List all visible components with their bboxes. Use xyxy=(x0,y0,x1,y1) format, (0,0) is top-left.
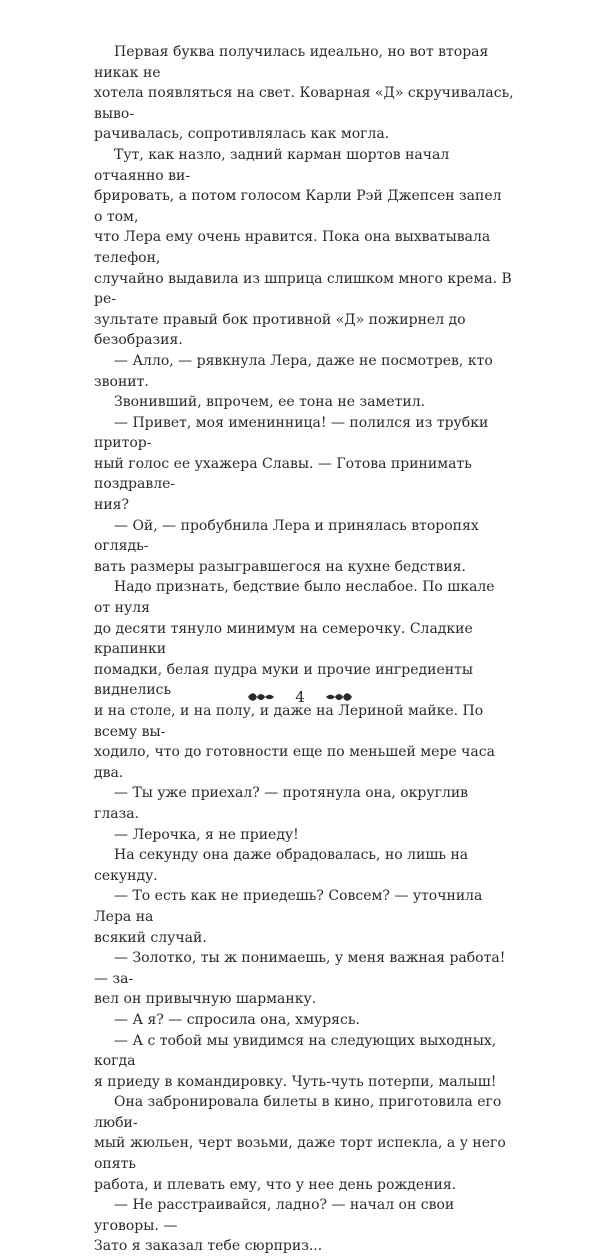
floral-ornament-left-icon xyxy=(246,691,276,703)
paragraph: Надо признать, бедствие было неслабое. По шкале от нуля до десяти тянуло минимум на семерочку. Сладкие крапинки помадки, белая пудра муки и прочие ингредиенты виднелись и на столе, и на полу, и даже на Лериной майке. По всему вы- ходило, что до готовности еще по меньшей мере часа два. xyxy=(94,579,495,781)
paragraph: Тут, как назло, задний карман шортов начал отчаянно ви- брировать, а потом голосом Карли Рэй Джепсен запел о том, что Лера ему очень нравится. Пока она выхватывала телефон, случайно выдавила из шприца слишком много крема. В ре- зультате правый бок противной «Д» пожирнел до безобразия. xyxy=(94,146,512,349)
paragraph: Звонивший, впрочем, ее тона не заметил. xyxy=(114,394,426,411)
paragraph: — То есть как не приедешь? Совсем? — уточнила Лера на всякий случай. xyxy=(94,888,483,946)
floral-ornament-right-icon xyxy=(324,691,354,703)
page-body-text xyxy=(94,42,514,1257)
paragraph: Она забронировала билеты в кино, приготовила его люби- мый жюльен, черт возьми, даже торт испекла, а у него опять работа, и плевать ему, что у нее день рождения. xyxy=(94,1094,506,1193)
paragraph: — Ой, — пробубнила Лера и принялась второпях оглядь- вать размеры разыгравшегося на кухне бедствия. xyxy=(94,517,479,575)
page-number: 4 xyxy=(295,688,305,706)
paragraph: — Привет, моя именинница! — полился из трубки притор- ный голос ее ухажера Славы. — Готова принимать поздравле- ния? xyxy=(94,414,489,514)
paragraph: — Ты уже приехал? — протянула она, округлив глаза. xyxy=(94,785,469,822)
page-footer xyxy=(0,686,600,708)
paragraph: — А с тобой мы увидимся на следующих выходных, когда я приеду в командировку. Чуть-чуть потерпи, малыш! xyxy=(94,1032,497,1090)
paragraph: — А я? — спросила она, хмурясь. xyxy=(114,1011,360,1028)
paragraph: На секунду она даже обрадовалась, но лишь на секунду. xyxy=(94,847,469,884)
paragraph: Первая буква получилась идеально, но вот вторая никак не хотела появляться на свет. Коварная «Д» скручивалась, выво- рачивалась, сопротивлялась как могла. xyxy=(94,44,514,143)
paragraph: — Золотко, ты ж понимаешь, у меня важная работа! — за- вел он привычную шарманку. xyxy=(94,950,506,1008)
paragraph: — Лерочка, я не приеду! xyxy=(114,826,299,843)
paragraph: — Алло, — рявкнула Лера, даже не посмотрев, кто звонит. xyxy=(94,352,493,390)
paragraph: — Не расстраивайся, ладно? — начал он свои уговоры. — Зато я заказал тебе сюрприз... xyxy=(94,1197,455,1255)
